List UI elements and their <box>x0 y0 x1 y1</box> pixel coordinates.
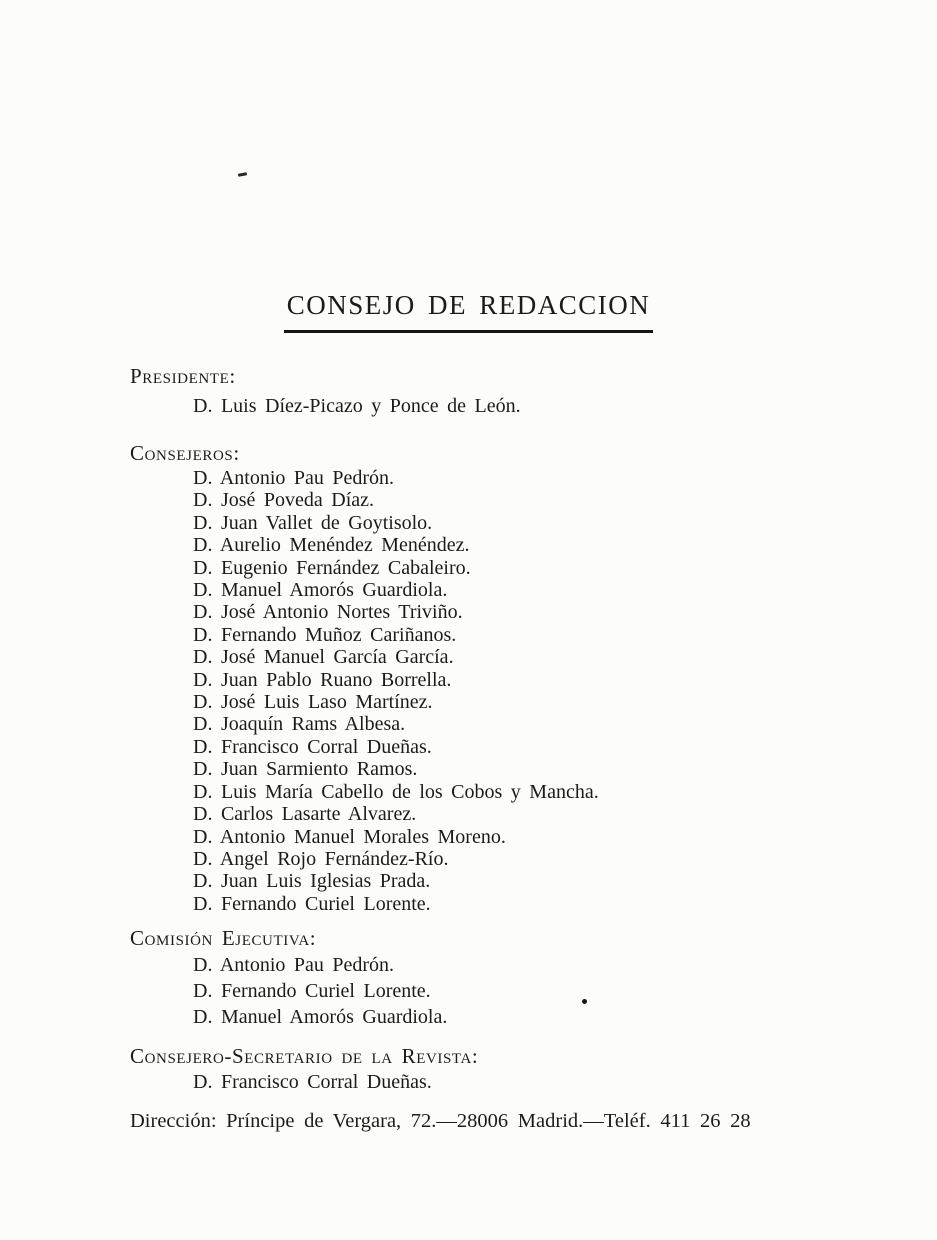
consejero-name: D. Juan Pablo Ruano Borrella. <box>193 668 452 691</box>
consejero-name: D. Antonio Pau Pedrón. <box>193 467 395 489</box>
consejero-name: D. José Manuel García García. <box>193 646 454 669</box>
consejero-name: D. Aurelio Menéndez Menéndez. <box>193 534 470 557</box>
consejero-name: D. José Luis Laso Martínez. <box>193 691 433 714</box>
comision-ejecutiva-list <box>193 953 447 1030</box>
section-label-comision-ejecutiva: Comisión Ejecutiva: <box>130 926 317 950</box>
secretario-name: D. Francisco Corral Dueñas. <box>193 1071 432 1093</box>
comision-member-name: D. Antonio Pau Pedrón. <box>193 954 395 976</box>
page-title: CONSEJO DE REDACCION <box>284 290 654 333</box>
comision-member-name: D. Manuel Amorós Guardiola. <box>193 1005 448 1028</box>
consejero-name: D. Juan Sarmiento Ramos. <box>193 758 418 781</box>
consejero-name: D. Fernando Curiel Lorente. <box>193 892 431 915</box>
consejero-name: D. Carlos Lasarte Alvarez. <box>193 803 417 826</box>
consejero-name: D. Manuel Amorós Guardiola. <box>193 579 448 602</box>
consejero-name: D. Joaquín Rams Albesa. <box>193 713 406 736</box>
consejero-name: D. Juan Luis Iglesias Prada. <box>193 870 431 893</box>
consejero-name: D. José Poveda Díaz. <box>193 489 375 512</box>
consejero-name: D. Luis María Cabello de los Cobos y Mancha. <box>193 780 599 803</box>
consejero-name: D. Antonio Manuel Morales Moreno. <box>193 825 506 848</box>
presidente-name: D. Luis Díez-Picazo y Ponce de León. <box>193 395 521 417</box>
section-label-presidente: Presidente: <box>130 364 236 388</box>
title-block <box>0 290 937 333</box>
consejero-name: D. Eugenio Fernández Cabaleiro. <box>193 556 471 579</box>
consejero-name: D. Angel Rojo Fernández-Río. <box>193 847 449 870</box>
section-label-consejeros: Consejeros: <box>130 441 240 465</box>
scan-artifact-dash <box>238 172 247 177</box>
consejero-name: D. Juan Vallet de Goytisolo. <box>193 511 433 534</box>
secretario-names <box>193 1071 432 1093</box>
consejeros-list <box>193 467 599 915</box>
consejero-name: D. Francisco Corral Dueñas. <box>193 735 432 758</box>
address-footer: Dirección: Príncipe de Vergara, 72.—28006 Madrid.—Teléf. 411 26 28 <box>130 1110 751 1132</box>
consejero-name: D. José Antonio Nortes Triviño. <box>193 601 463 624</box>
scan-artifact-dot <box>582 999 587 1004</box>
comision-member-name: D. Fernando Curiel Lorente. <box>193 979 431 1002</box>
consejero-name: D. Fernando Muñoz Cariñanos. <box>193 623 457 646</box>
presidente-names <box>193 395 521 417</box>
section-label-consejero-secretario: Consejero-Secretario de la Revista: <box>130 1044 479 1068</box>
